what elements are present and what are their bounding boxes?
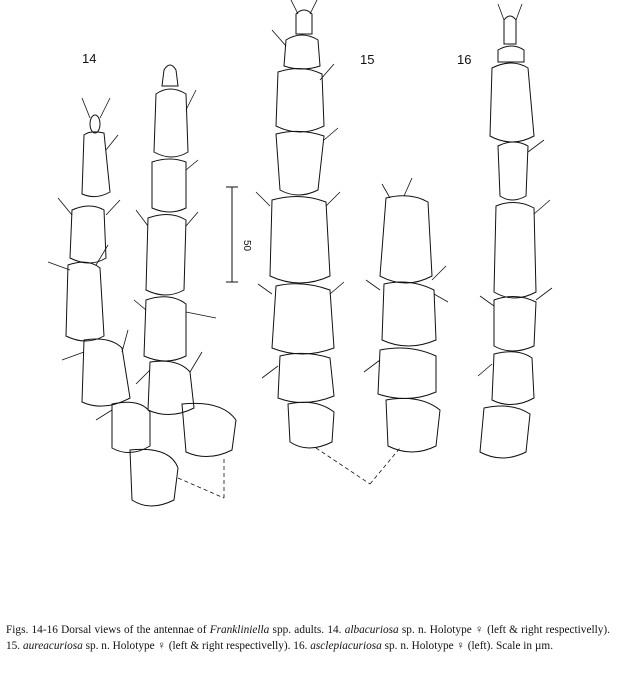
- caption-species-14: albacuriosa: [344, 624, 399, 636]
- antenna-15-right: [364, 178, 448, 452]
- scale-bar: [226, 187, 252, 282]
- caption-genus: Frankliniella: [209, 624, 270, 636]
- caption-part-4: sp. n. Holotype ♀ (left). Scale in µm.: [381, 640, 554, 652]
- antenna-14-right: [134, 65, 236, 457]
- caption-species-16: asclepiacuriosa: [310, 640, 382, 652]
- pair-connector-lines: [178, 448, 400, 498]
- fig-15-label: 15: [360, 52, 375, 67]
- caption-part-2: sp. n. Holotype ♀ (left & right respectivelly). 15.: [6, 624, 610, 652]
- figure-caption: [6, 622, 610, 654]
- antenna-16: [478, 4, 552, 458]
- fig-14-label: 14: [82, 51, 97, 66]
- fig-16-label: 16: [457, 52, 472, 67]
- antenna-15-left: [256, 0, 344, 448]
- caption-species-15: aureacuriosa: [22, 640, 83, 652]
- caption-part-3: sp. n. Holotype ♀ (left & right respectivelly). 16.: [82, 640, 311, 652]
- caption-lead: Figs. 14-16 Dorsal views of the antennae of: [6, 624, 210, 636]
- antenna-14-left: [48, 98, 178, 506]
- caption-part-1: spp. adults. 14.: [269, 624, 345, 636]
- scale-bar-label: 50: [241, 240, 252, 252]
